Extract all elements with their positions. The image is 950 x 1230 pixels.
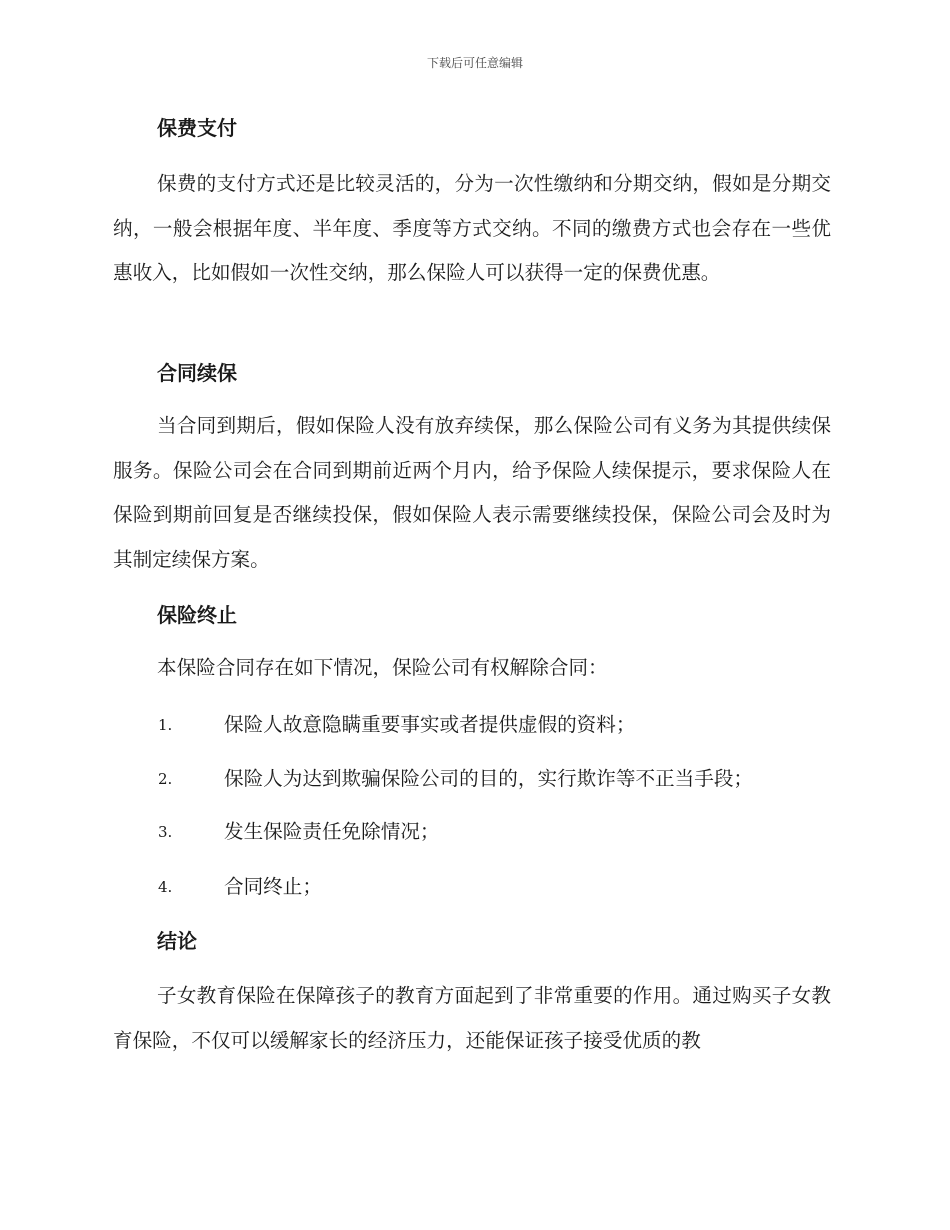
list-item-text: 发生保险责任免除情况；: [224, 820, 440, 843]
section-heading-renewal: 合同续保: [157, 361, 237, 385]
section-paragraph-premium-payment: 保费的支付方式还是比较灵活的，分为一次性缴纳和分期交纳，假如是分期交纳，一般会根据年度、半年度、季度等方式交纳。不同的缴费方式也会存在一些优惠收入，比如假如一次性交纳，那么保险人可以获得一定的保费优惠。: [113, 172, 831, 285]
list-item: [0, 765, 950, 793]
section-heading-conclusion: 结论: [157, 929, 197, 953]
list-item-number: 2.: [158, 770, 173, 788]
list-item: [0, 873, 950, 901]
page-header: 下载后可任意编辑: [426, 56, 523, 70]
section-paragraph-renewal: 当合同到期后，假如保险人没有放弃续保，那么保险公司有义务为其提供续保服务。保险公司会在合同到期前近两个月内，给予保险人续保提示，要求保险人在保险到期前回复是否继续投保，假如保险人表示需要继续投保，保险公司会及时为其制定续保方案。: [113, 414, 831, 571]
list-item-text: 保险人为达到欺骗保险公司的目的，实行欺诈等不正当手段；: [224, 767, 754, 790]
list-item-text: 合同终止；: [224, 875, 322, 898]
list-item-text: 保险人故意隐瞒重要事实或者提供虚假的资料；: [224, 713, 636, 736]
section-heading-termination: 保险终止: [157, 603, 237, 627]
list-item: [0, 711, 950, 739]
list-item: [0, 818, 950, 846]
section-paragraph-termination: 本保险合同存在如下情况，保险公司有权解除合同：: [157, 656, 608, 679]
list-item-number: 1.: [158, 716, 173, 734]
list-item-number: 4.: [158, 878, 173, 896]
section-paragraph-conclusion: 子女教育保险在保障孩子的教育方面起到了非常重要的作用。通过购买子女教育保险，不仅可以缓解家长的经济压力，还能保证孩子接受优质的教: [113, 984, 831, 1052]
section-heading-premium-payment: 保费支付: [157, 116, 237, 140]
list-item-number: 3.: [158, 823, 173, 841]
